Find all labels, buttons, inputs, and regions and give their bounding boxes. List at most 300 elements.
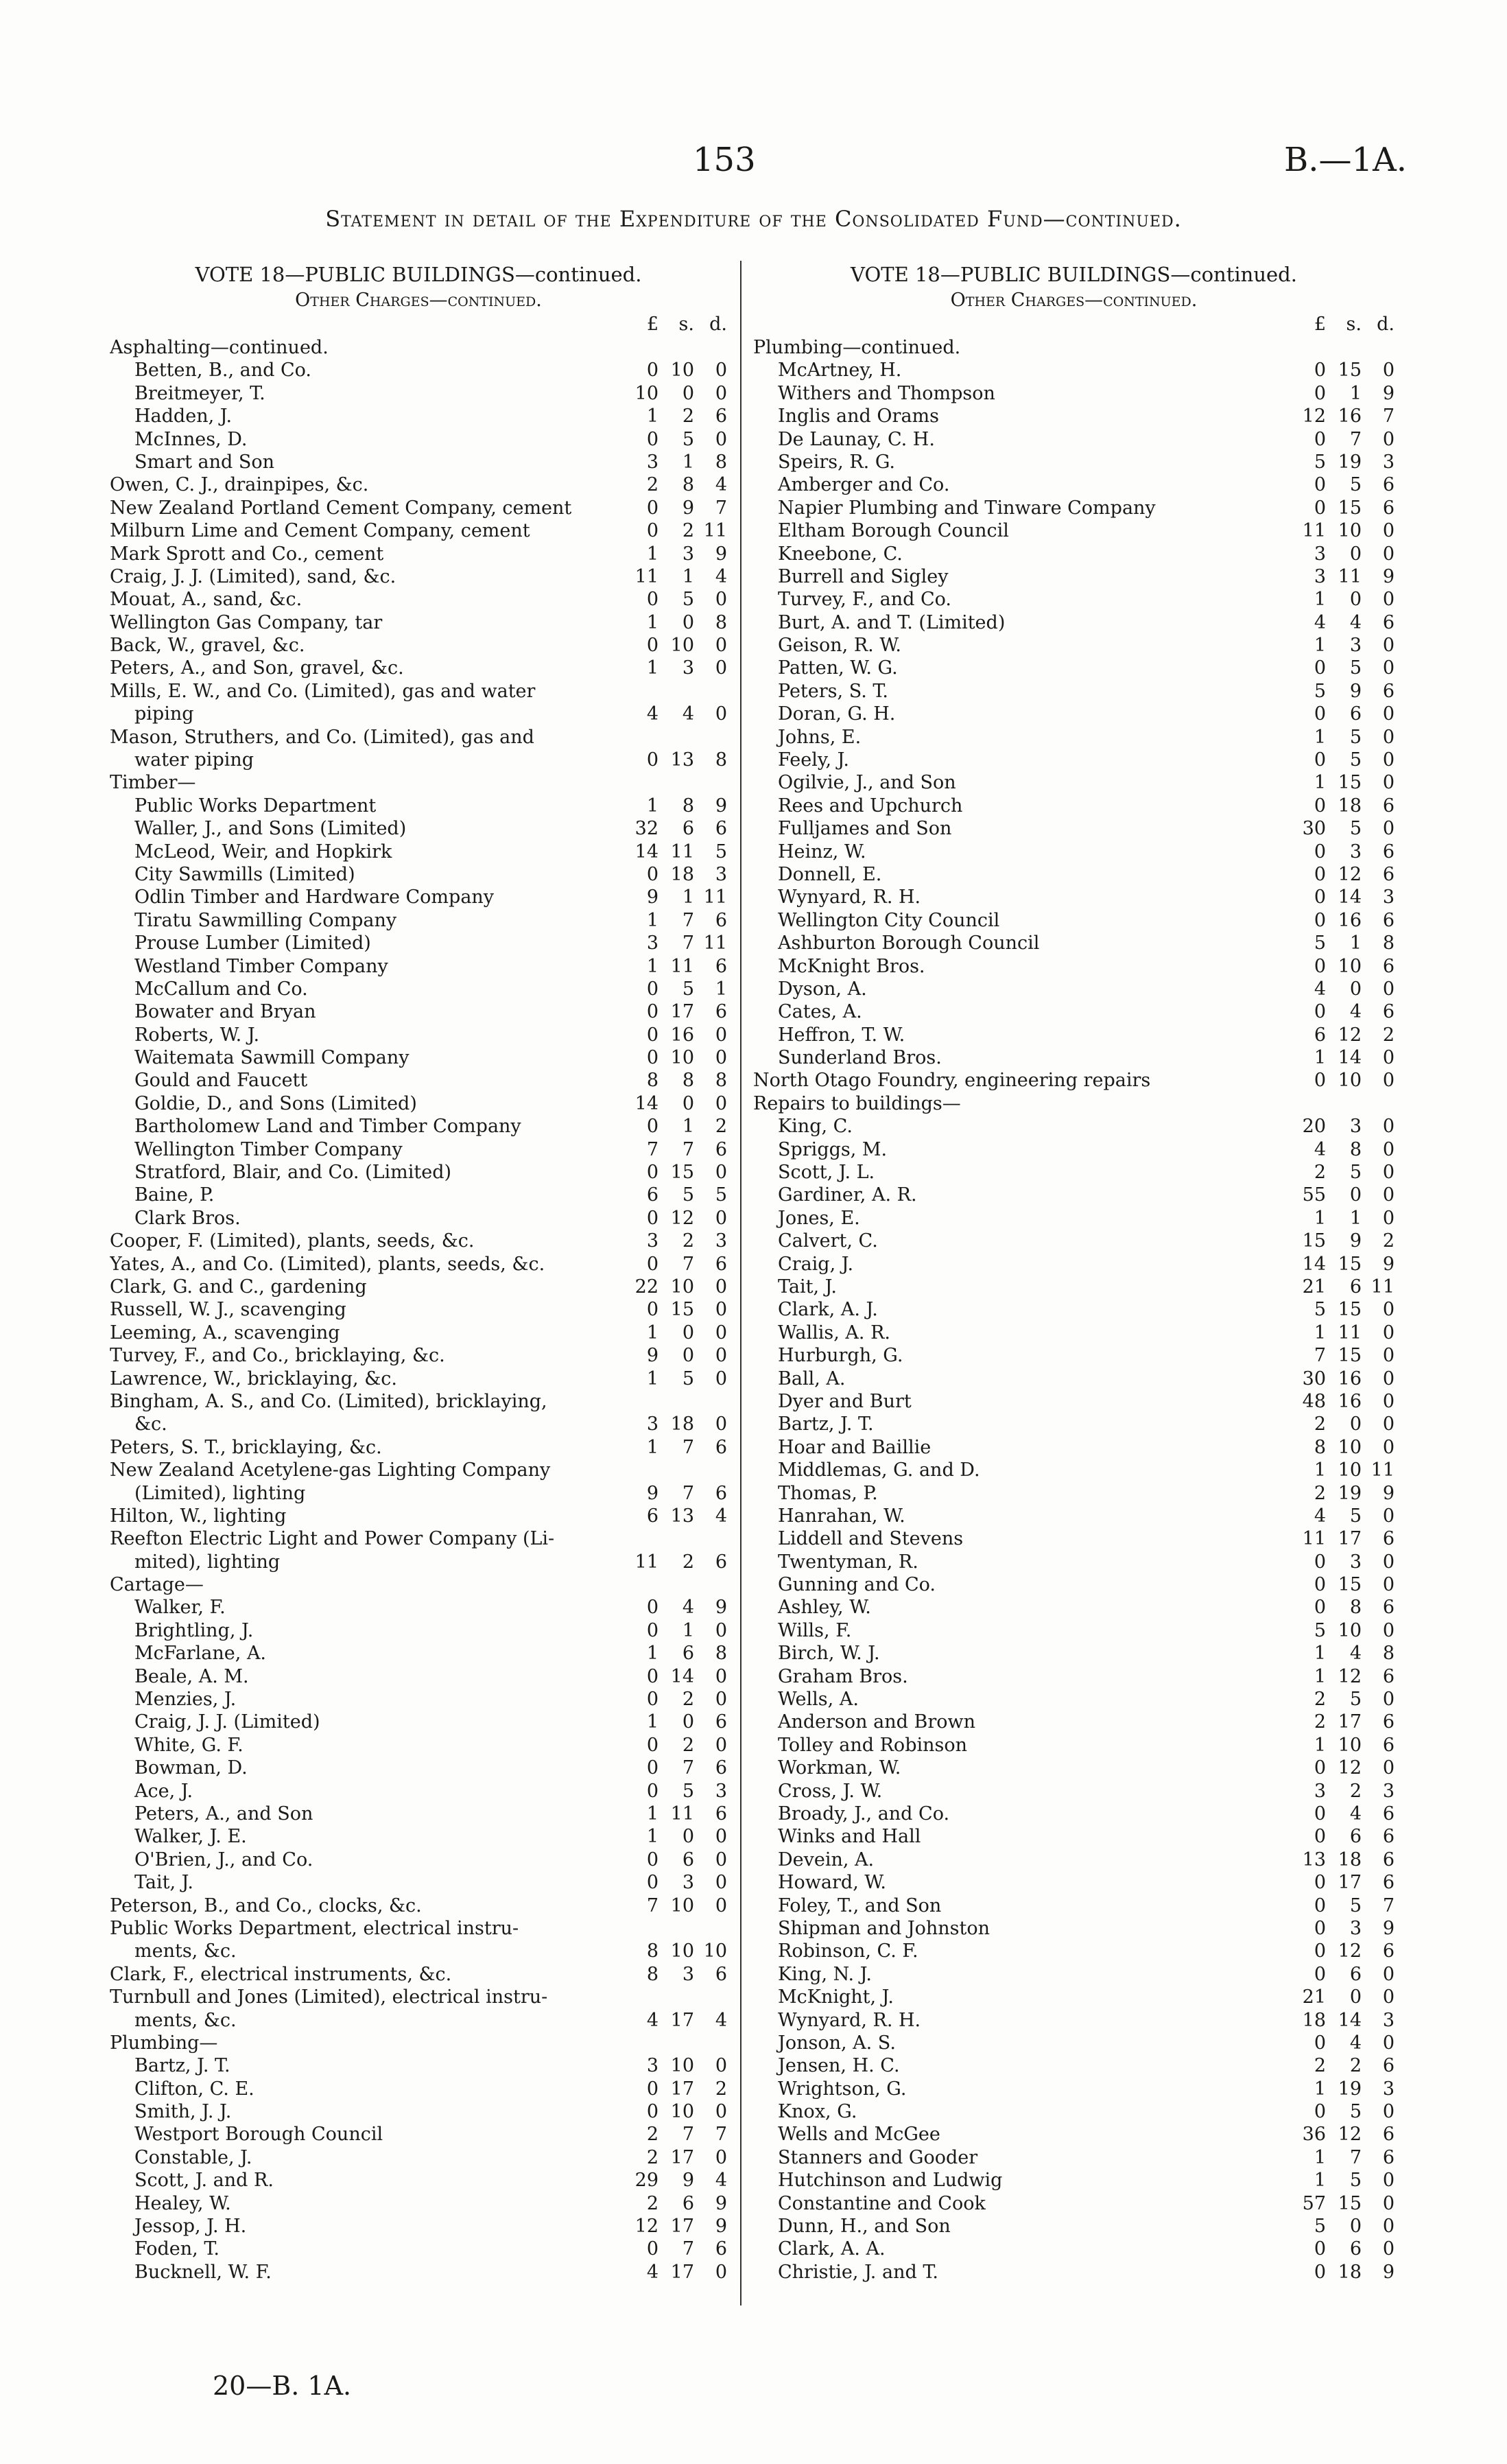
table-row xyxy=(110,1825,727,1848)
amount-shillings: 1 xyxy=(682,1116,694,1138)
amount-pounds: 22 xyxy=(634,1276,658,1298)
payee-name: McKnight Bros. xyxy=(778,955,925,977)
amount-pence: 0 xyxy=(1382,749,1395,771)
table-row xyxy=(753,1551,1395,1573)
amount-shillings: 16 xyxy=(1338,406,1362,427)
payee-name: Wells and McGee xyxy=(778,2124,940,2146)
payee-name: Turvey, F., and Co., bricklaying, &c. xyxy=(110,1345,445,1367)
payee-name: Reefton Electric Light and Power Company (Li- xyxy=(110,1528,555,1550)
amount-shillings: 15 xyxy=(1338,1253,1362,1275)
payee-name: Napier Plumbing and Tinware Company xyxy=(778,497,1156,519)
amount-shillings: 5 xyxy=(1349,1894,1362,1916)
amount-pounds: 1 xyxy=(646,1643,658,1665)
amount-shillings: 3 xyxy=(1349,1116,1362,1138)
amount-pounds: 0 xyxy=(1314,428,1326,450)
table-row xyxy=(753,1940,1395,1962)
amount-pence: 4 xyxy=(715,474,727,496)
table-row xyxy=(110,1344,727,1367)
table-row xyxy=(110,2238,727,2260)
table-row xyxy=(110,543,727,565)
payee-name: Peters, S. T., bricklaying, &c. xyxy=(110,1436,382,1458)
payee-name: Graham Bros. xyxy=(778,1665,908,1687)
amount-shillings: 18 xyxy=(1338,795,1362,817)
amount-pence: 0 xyxy=(1382,1322,1395,1344)
table-row xyxy=(110,1092,727,1115)
amount-pounds: 0 xyxy=(1314,749,1326,771)
amount-shillings: 7 xyxy=(1349,428,1362,450)
amount-pence: 2 xyxy=(715,1116,727,1138)
amount-pence: 8 xyxy=(715,749,727,771)
amount-pounds: 0 xyxy=(1314,955,1326,977)
payee-name: Heinz, W. xyxy=(778,841,866,863)
amount-pounds: 20 xyxy=(1302,1116,1326,1138)
amount-pence: 0 xyxy=(1382,1184,1395,1206)
amount-pounds: 2 xyxy=(646,2192,658,2214)
payee-name: Bingham, A. S., and Co. (Limited), bricklaying, xyxy=(110,1390,547,1412)
payee-name: Bartz, J. T. xyxy=(778,1413,874,1435)
amount-shillings: 6 xyxy=(1349,1276,1362,1298)
amount-shillings: 4 xyxy=(1349,1643,1362,1665)
amount-pounds: 1 xyxy=(646,1803,658,1824)
table-row xyxy=(110,703,727,725)
amount-shillings: 17 xyxy=(670,2009,694,2031)
amount-pence: 0 xyxy=(715,1368,727,1389)
amount-shillings: 6 xyxy=(682,2192,694,2214)
amount-shillings: 18 xyxy=(1338,2261,1362,2283)
amount-shillings: 0 xyxy=(682,1345,694,1367)
amount-shillings: 9 xyxy=(682,497,694,519)
amount-pounds: 0 xyxy=(646,497,658,519)
table-row xyxy=(753,2054,1395,2077)
table-row xyxy=(110,1642,727,1665)
table-row xyxy=(753,543,1395,565)
amount-pence: 0 xyxy=(715,2146,727,2168)
amount-shillings: 16 xyxy=(1338,1390,1362,1412)
amount-pence: 0 xyxy=(715,1345,727,1367)
amount-shillings: 2 xyxy=(1349,1780,1362,1802)
payee-name: Liddell and Stevens xyxy=(778,1528,964,1550)
amount-pence: 0 xyxy=(1382,1986,1395,2008)
amount-pence: 5 xyxy=(715,1184,727,1206)
amount-shillings: 16 xyxy=(1338,1368,1362,1389)
amount-shillings: 11 xyxy=(670,841,694,863)
amount-pence: 6 xyxy=(1382,1940,1395,1962)
table-row xyxy=(753,1207,1395,1230)
amount-shillings: 3 xyxy=(682,1872,694,1894)
payee-name: Ace, J. xyxy=(134,1780,193,1802)
table-row xyxy=(753,886,1395,908)
amount-pence: 0 xyxy=(715,1826,727,1848)
amount-pounds: 3 xyxy=(646,1413,658,1435)
amount-pounds: 1 xyxy=(646,1826,658,1848)
payee-name: mited), lighting xyxy=(134,1551,281,1573)
amount-pence: 0 xyxy=(715,1894,727,1916)
payee-name: North Otago Foundry, engineering repairs xyxy=(753,1070,1151,1092)
amount-shillings: 15 xyxy=(1338,360,1362,382)
amount-pence: 0 xyxy=(715,1872,727,1894)
payee-name: Burt, A. and T. (Limited) xyxy=(778,611,1006,633)
amount-shillings: 14 xyxy=(1338,887,1362,908)
table-row xyxy=(753,1413,1395,1435)
amount-shillings: 3 xyxy=(1349,1917,1362,1939)
amount-pounds: 1 xyxy=(646,909,658,931)
amount-shillings: 6 xyxy=(1349,1826,1362,1848)
payee-name: Feely, J. xyxy=(778,749,849,771)
payee-name: Gould and Faucett xyxy=(134,1070,308,1092)
payee-name: City Sawmills (Limited) xyxy=(134,863,355,885)
amount-pence: 6 xyxy=(1382,841,1395,863)
amount-shillings: 15 xyxy=(1338,1345,1362,1367)
payee-name: (Limited), lighting xyxy=(134,1482,306,1504)
table-row xyxy=(753,771,1395,794)
payee-name: Yates, A., and Co. (Limited), plants, seeds, &c. xyxy=(110,1253,545,1275)
amount-shillings: 5 xyxy=(1349,818,1362,840)
amount-pounds: 0 xyxy=(646,1047,658,1069)
amount-pence: 6 xyxy=(715,1711,727,1733)
table-row xyxy=(753,1986,1395,2008)
amount-pence: 0 xyxy=(715,1322,727,1344)
amount-pounds: 1 xyxy=(646,611,658,633)
amount-pence: 0 xyxy=(1382,772,1395,794)
amount-pounds: 4 xyxy=(646,2261,658,2283)
amount-pence: 0 xyxy=(1382,1368,1395,1389)
payee-name: Middlemas, G. and D. xyxy=(778,1459,980,1481)
table-row xyxy=(110,2169,727,2192)
table-row xyxy=(110,1527,727,1550)
amount-pounds: 0 xyxy=(1314,2261,1326,2283)
amount-pounds: 0 xyxy=(1314,909,1326,931)
amount-pounds: 48 xyxy=(1302,1390,1326,1412)
amount-pounds: 0 xyxy=(1314,2032,1326,2054)
unit-shilling: s. xyxy=(678,314,694,335)
table-row xyxy=(110,1871,727,1894)
amount-pounds: 0 xyxy=(1314,1574,1326,1596)
amount-shillings: 17 xyxy=(670,2261,694,2283)
amount-pence: 0 xyxy=(1382,520,1395,542)
amount-pounds: 7 xyxy=(646,1138,658,1160)
amount-pence: 3 xyxy=(1382,2078,1395,2100)
payee-name: Jonson, A. S. xyxy=(778,2032,896,2054)
amount-pence: 0 xyxy=(1382,589,1395,611)
amount-pounds: 18 xyxy=(1302,2009,1326,2031)
table-row xyxy=(110,680,727,703)
payee-name: Repairs to buildings— xyxy=(753,1092,961,1114)
amount-pounds: 11 xyxy=(634,1551,658,1573)
payee-name: Kneebone, C. xyxy=(778,543,903,565)
unit-pence: d. xyxy=(709,314,727,335)
amount-shillings: 5 xyxy=(1349,2170,1362,2192)
amount-pence: 0 xyxy=(1382,1963,1395,1985)
amount-shillings: 5 xyxy=(682,978,694,1000)
payee-name: Ball, A. xyxy=(778,1368,846,1389)
amount-pounds: 0 xyxy=(1314,1894,1326,1916)
table-row xyxy=(110,1046,727,1069)
amount-shillings: 9 xyxy=(1349,1230,1362,1252)
amount-shillings: 0 xyxy=(1349,543,1362,565)
amount-pence: 0 xyxy=(715,1162,727,1184)
unit-pound: £ xyxy=(1314,314,1326,335)
table-row xyxy=(110,1849,727,1871)
payee-name: McKnight, J. xyxy=(778,1986,894,2008)
table-row xyxy=(753,1619,1395,1642)
amount-shillings: 5 xyxy=(682,1184,694,1206)
table-row xyxy=(753,1917,1395,1940)
amount-shillings: 7 xyxy=(682,1436,694,1458)
amount-pounds: 1 xyxy=(1314,726,1326,748)
table-row xyxy=(753,909,1395,932)
payee-name: Jensen, H. C. xyxy=(778,2055,900,2077)
amount-pence: 0 xyxy=(1382,1390,1395,1412)
table-row xyxy=(753,2238,1395,2260)
amount-pounds: 0 xyxy=(1314,497,1326,519)
amount-shillings: 3 xyxy=(1349,635,1362,657)
amount-pounds: 5 xyxy=(1314,1299,1326,1321)
amount-pence: 0 xyxy=(1382,2101,1395,2123)
amount-shillings: 5 xyxy=(1349,657,1362,679)
amount-pounds: 14 xyxy=(634,841,658,863)
payee-name: Peters, A., and Son xyxy=(134,1803,313,1824)
table-row xyxy=(110,932,727,954)
amount-shillings: 18 xyxy=(670,863,694,885)
amount-shillings: 11 xyxy=(1338,565,1362,587)
table-row xyxy=(753,1527,1395,1550)
table-row xyxy=(110,1734,727,1757)
amount-pounds: 21 xyxy=(1302,1276,1326,1298)
amount-pounds: 1 xyxy=(1314,589,1326,611)
table-row xyxy=(110,2123,727,2146)
table-row xyxy=(110,1000,727,1023)
table-row xyxy=(110,1711,727,1733)
payee-name: Cates, A. xyxy=(778,1001,862,1023)
table-row xyxy=(110,1894,727,1917)
amount-shillings: 9 xyxy=(682,2170,694,2192)
amount-pounds: 0 xyxy=(1314,2101,1326,2123)
payee-name: Turvey, F., and Co. xyxy=(778,589,952,611)
payee-name: New Zealand Acetylene-gas Lighting Company xyxy=(110,1459,551,1481)
amount-pounds: 9 xyxy=(646,1345,658,1367)
payee-name: Waitemata Sawmill Company xyxy=(134,1047,410,1069)
payee-name: New Zealand Portland Cement Company, cement xyxy=(110,497,572,519)
amount-shillings: 2 xyxy=(682,1551,694,1573)
payee-name: Ashburton Borough Council xyxy=(778,932,1040,954)
amount-shillings: 4 xyxy=(1349,611,1362,633)
amount-shillings: 8 xyxy=(1349,1138,1362,1160)
payee-name: Wellington City Council xyxy=(778,909,1000,931)
payee-name: Odlin Timber and Hardware Company xyxy=(134,887,495,908)
payee-name: De Launay, C. H. xyxy=(778,428,935,450)
amount-pence: 6 xyxy=(715,406,727,427)
payee-name: Christie, J. and T. xyxy=(778,2261,938,2283)
amount-shillings: 12 xyxy=(1338,1940,1362,1962)
table-row xyxy=(753,1459,1395,1481)
amount-shillings: 0 xyxy=(682,1711,694,1733)
amount-pence: 0 xyxy=(715,382,727,404)
amount-shillings: 15 xyxy=(670,1162,694,1184)
amount-pence: 6 xyxy=(1382,1528,1395,1550)
table-row xyxy=(753,1344,1395,1367)
amount-pounds: 0 xyxy=(646,1780,658,1802)
table-row xyxy=(753,2009,1395,2032)
amount-pounds: 14 xyxy=(1302,1253,1326,1275)
payee-name: Wells, A. xyxy=(778,1689,859,1711)
payee-name: Amberger and Co. xyxy=(778,474,950,496)
table-row xyxy=(753,657,1395,679)
amount-pounds: 1 xyxy=(1314,1207,1326,1229)
amount-pounds: 0 xyxy=(646,589,658,611)
table-row xyxy=(753,359,1395,382)
amount-pounds: 3 xyxy=(646,451,658,473)
amount-shillings: 7 xyxy=(682,1138,694,1160)
amount-pounds: 0 xyxy=(646,1162,658,1184)
table-row xyxy=(753,1092,1395,1115)
amount-pounds: 2 xyxy=(646,474,658,496)
amount-pence: 0 xyxy=(1382,703,1395,725)
payee-name: Shipman and Johnston xyxy=(778,1917,990,1939)
amount-shillings: 7 xyxy=(682,2124,694,2146)
table-row xyxy=(753,2123,1395,2146)
amount-pounds: 8 xyxy=(646,1940,658,1962)
payee-name: King, N. J. xyxy=(778,1963,873,1985)
table-row xyxy=(753,2261,1395,2284)
amount-pence: 11 xyxy=(1370,1459,1395,1481)
table-row xyxy=(753,1138,1395,1161)
amount-pounds: 0 xyxy=(1314,2238,1326,2260)
payee-name: Dyson, A. xyxy=(778,978,867,1000)
amount-pence: 0 xyxy=(1382,2192,1395,2214)
amount-pounds: 0 xyxy=(1314,887,1326,908)
table-row xyxy=(110,841,727,863)
amount-pence: 0 xyxy=(1382,1413,1395,1435)
amount-pence: 0 xyxy=(715,2261,727,2283)
payee-name: Clark, G. and C., gardening xyxy=(110,1276,367,1298)
payee-name: Jones, E. xyxy=(778,1207,860,1229)
payee-name: Constable, J. xyxy=(134,2146,252,2168)
amount-pounds: 0 xyxy=(646,1116,658,1138)
amount-pounds: 0 xyxy=(646,1665,658,1687)
table-row xyxy=(110,795,727,817)
amount-pence: 9 xyxy=(715,543,727,565)
payee-name: Constantine and Cook xyxy=(778,2192,986,2214)
payee-name: Asphalting—continued. xyxy=(110,336,329,358)
table-row xyxy=(110,1138,727,1161)
payee-name: Winks and Hall xyxy=(778,1826,921,1848)
table-row xyxy=(753,795,1395,817)
table-row xyxy=(110,1298,727,1321)
amount-shillings: 1 xyxy=(682,1619,694,1641)
amount-shillings: 12 xyxy=(670,1207,694,1229)
amount-shillings: 10 xyxy=(670,1940,694,1962)
payee-name: &c. xyxy=(134,1413,167,1435)
table-row xyxy=(753,1757,1395,1779)
payee-name: Hurburgh, G. xyxy=(778,1345,903,1367)
table-row xyxy=(110,611,727,634)
amount-pounds: 0 xyxy=(646,1299,658,1321)
amount-shillings: 6 xyxy=(1349,1963,1362,1985)
amount-pounds: 32 xyxy=(634,818,658,840)
amount-shillings: 10 xyxy=(670,2101,694,2123)
amount-pence: 0 xyxy=(1382,726,1395,748)
amount-shillings: 3 xyxy=(682,543,694,565)
table-row xyxy=(753,1276,1395,1298)
amount-pence: 6 xyxy=(1382,2055,1395,2077)
amount-pounds: 9 xyxy=(646,1482,658,1504)
amount-pence: 6 xyxy=(715,818,727,840)
payee-name: Bowman, D. xyxy=(134,1757,248,1779)
amount-pounds: 7 xyxy=(646,1894,658,1916)
amount-shillings: 15 xyxy=(1338,2192,1362,2214)
amount-pence: 0 xyxy=(715,360,727,382)
amount-pounds: 0 xyxy=(646,1253,658,1275)
expenditure-list-right xyxy=(753,336,1395,2284)
amount-shillings: 7 xyxy=(1349,2146,1362,2168)
payee-name: Calvert, C. xyxy=(778,1230,878,1252)
amount-shillings: 1 xyxy=(1349,1207,1362,1229)
amount-pounds: 1 xyxy=(646,1436,658,1458)
amount-shillings: 7 xyxy=(682,909,694,931)
amount-pounds: 4 xyxy=(1314,611,1326,633)
payee-name: Spriggs, M. xyxy=(778,1138,888,1160)
payee-name: Plumbing—continued. xyxy=(753,336,961,358)
table-row xyxy=(753,749,1395,771)
amount-pounds: 21 xyxy=(1302,1986,1326,2008)
payee-name: Wallis, A. R. xyxy=(778,1322,891,1344)
table-row xyxy=(753,955,1395,978)
amount-shillings: 5 xyxy=(1349,474,1362,496)
amount-pounds: 0 xyxy=(646,1001,658,1023)
payee-name: Breitmeyer, T. xyxy=(134,382,265,404)
table-row xyxy=(110,1276,727,1298)
table-row xyxy=(110,657,727,679)
amount-pounds: 3 xyxy=(1314,565,1326,587)
amount-shillings: 5 xyxy=(682,589,694,611)
amount-pounds: 15 xyxy=(1302,1230,1326,1252)
amount-pence: 3 xyxy=(715,863,727,885)
amount-pounds: 12 xyxy=(634,2216,658,2238)
amount-pence: 6 xyxy=(1382,474,1395,496)
amount-pounds: 0 xyxy=(1314,382,1326,404)
amount-pence: 8 xyxy=(715,451,727,473)
table-row xyxy=(110,1551,727,1573)
amount-pounds: 2 xyxy=(1314,1689,1326,1711)
amount-pounds: 11 xyxy=(1302,520,1326,542)
table-row xyxy=(110,1963,727,1986)
amount-shillings: 4 xyxy=(682,1597,694,1619)
amount-pounds: 9 xyxy=(646,887,658,908)
amount-pence: 6 xyxy=(1382,1872,1395,1894)
amount-pence: 6 xyxy=(1382,611,1395,633)
amount-shillings: 0 xyxy=(682,382,694,404)
amount-pence: 0 xyxy=(1382,543,1395,565)
amount-shillings: 13 xyxy=(670,1505,694,1527)
amount-pence: 0 xyxy=(715,1092,727,1114)
payee-name: Mark Sprott and Co., cement xyxy=(110,543,384,565)
table-row xyxy=(110,1436,727,1459)
payee-name: Eltham Borough Council xyxy=(778,520,1009,542)
payee-name: Peterson, B., and Co., clocks, &c. xyxy=(110,1894,422,1916)
amount-pounds: 5 xyxy=(1314,1619,1326,1641)
payee-name: Robinson, C. F. xyxy=(778,1940,918,1962)
amount-pence: 7 xyxy=(1382,1894,1395,1916)
amount-shillings: 8 xyxy=(682,1070,694,1092)
amount-pence: 0 xyxy=(715,1024,727,1046)
amount-pounds: 2 xyxy=(1314,1482,1326,1504)
table-row xyxy=(110,1390,727,1413)
table-row xyxy=(110,565,727,588)
amount-pence: 10 xyxy=(703,1940,727,1962)
amount-pence: 6 xyxy=(1382,2124,1395,2146)
table-row xyxy=(110,978,727,1000)
amount-pounds: 5 xyxy=(1314,932,1326,954)
